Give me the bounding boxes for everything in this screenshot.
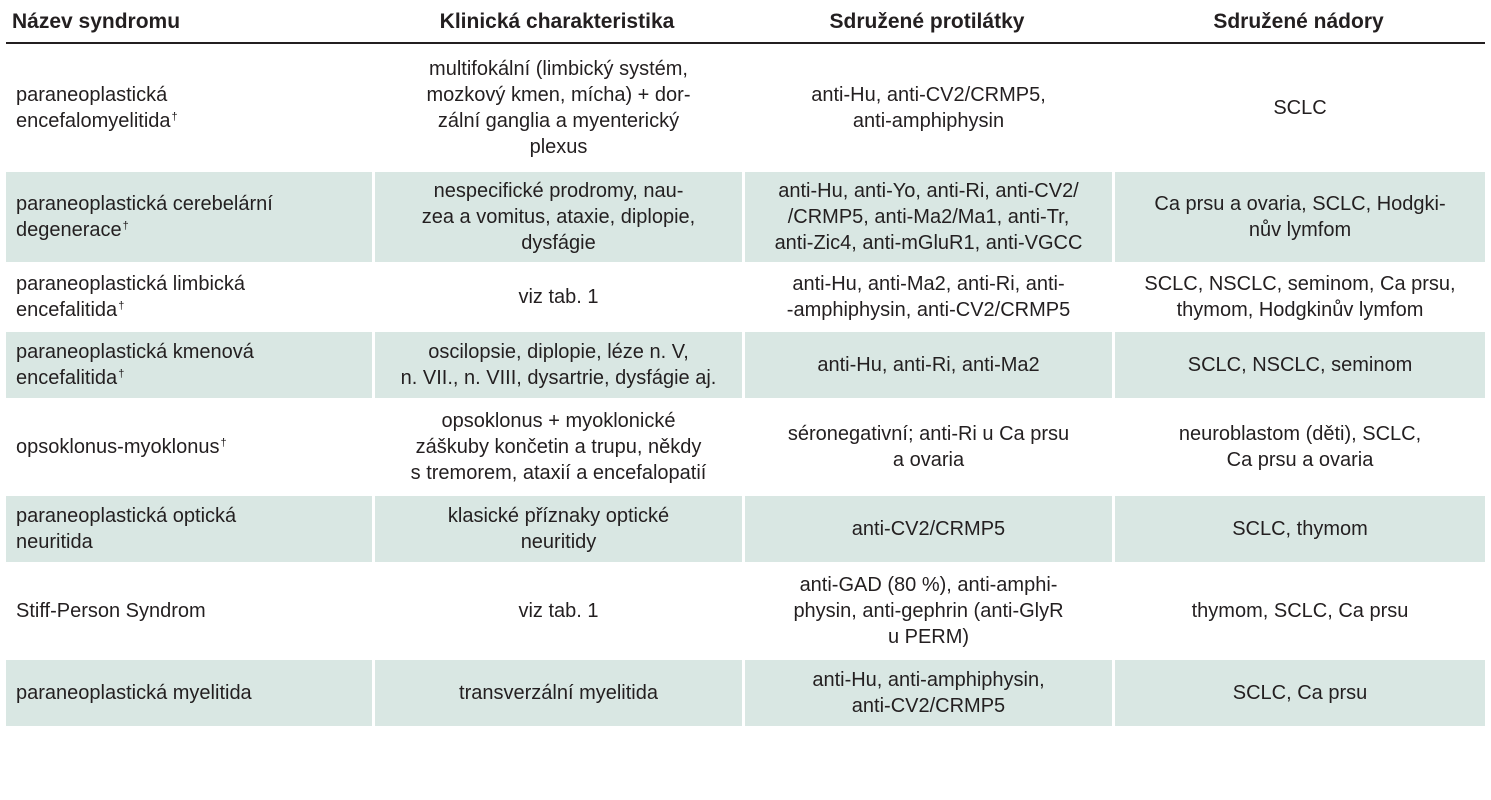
syndrome-table: [6, 0, 1485, 728]
cell-syndrome-name: [6, 660, 372, 726]
cell-text-line: viz tab. 1: [518, 286, 599, 308]
cell-text-line: plexus: [529, 136, 588, 158]
cell-text-line: anti-GAD (80 %), anti-amphi-: [799, 574, 1058, 596]
cell-text-line: zální ganglia a myenterický: [437, 110, 680, 132]
cell-text-line: klasické příznaky optické: [447, 505, 670, 527]
cell-text-line: anti-Hu, anti-Ma2, anti-Ri, anti-: [792, 273, 1065, 295]
cell-text-line: -amphiphysin, anti-CV2/CRMP5: [786, 299, 1071, 321]
cell-text-line: paraneoplastická kmenová: [16, 341, 254, 363]
cell-text-line: thymom, SCLC, Ca prsu: [1191, 600, 1409, 622]
cell-text-line: anti-CV2/CRMP5: [851, 518, 1006, 540]
dagger-mark: †: [122, 220, 129, 232]
cell-text-line: neuritida: [16, 531, 93, 553]
cell-tumors: [1112, 400, 1485, 494]
cell-text-line: mozkový kmen, mícha) + dor-: [426, 84, 691, 106]
cell-antibodies: [742, 400, 1112, 494]
cell-clinical: [372, 660, 742, 726]
table-row: [6, 564, 1485, 658]
cell-clinical: [372, 564, 742, 658]
cell-text-line: anti-Hu, anti-amphiphysin,: [812, 669, 1045, 691]
cell-tumors: [1112, 332, 1485, 398]
cell-text-line: degenerace†: [16, 219, 129, 241]
cell-text-line: neuroblastom (děti), SCLC,: [1178, 423, 1422, 445]
cell-antibodies: [742, 496, 1112, 562]
cell-text-line: thymom, Hodgkinův lymfom: [1176, 299, 1424, 321]
cell-text-line: záškuby končetin a trupu, někdy: [415, 436, 702, 458]
cell-text-line: encefalomyelitida†: [16, 110, 178, 132]
cell-text-line: multifokální (limbický systém,: [429, 58, 688, 80]
cell-syndrome-name: [6, 564, 372, 658]
cell-text-line: opsoklonus-myoklonus†: [16, 436, 227, 458]
cell-clinical: [372, 332, 742, 398]
cell-text-line: SCLC, NSCLC, seminom, Ca prsu,: [1144, 273, 1456, 295]
cell-antibodies: [742, 660, 1112, 726]
cell-text-line: séronegativní; anti-Ri u Ca prsu: [787, 423, 1070, 445]
cell-text-line: dysfágie: [521, 232, 596, 254]
header-clinical: Klinická charakteristika: [372, 2, 742, 44]
cell-text-line: zea a vomitus, ataxie, diplopie,: [421, 206, 696, 228]
cell-text-line: viz tab. 1: [518, 600, 599, 622]
dagger-mark: †: [220, 437, 227, 449]
cell-text-line: anti-Hu, anti-CV2/CRMP5,: [811, 84, 1046, 106]
cell-text-line: encefalitida†: [16, 299, 125, 321]
cell-text-line: paraneoplastická cerebelární: [16, 193, 273, 215]
cell-tumors: [1112, 172, 1485, 262]
cell-syndrome-name: [6, 400, 372, 494]
cell-antibodies: [742, 564, 1112, 658]
cell-syndrome-name: [6, 332, 372, 398]
cell-syndrome-name: [6, 264, 372, 330]
cell-text-line: paraneoplastická limbická: [16, 273, 246, 295]
cell-antibodies: [742, 332, 1112, 398]
cell-tumors: [1112, 264, 1485, 330]
cell-text-line: anti-Hu, anti-Yo, anti-Ri, anti-CV2/: [778, 180, 1079, 202]
cell-tumors: [1112, 660, 1485, 726]
cell-tumors: [1112, 564, 1485, 658]
table-row: [6, 332, 1485, 398]
cell-text-line: paraneoplastická optická: [16, 505, 237, 527]
cell-text-line: physin, anti-gephrin (anti-GlyR: [793, 600, 1064, 622]
cell-text-line: n. VII., n. VIII, dysartrie, dysfágie aj.: [400, 367, 717, 389]
table-body: [6, 46, 1485, 726]
cell-clinical: [372, 172, 742, 262]
table-row: [6, 46, 1485, 170]
cell-text-line: anti-amphiphysin: [852, 110, 1005, 132]
cell-text-line: u PERM): [887, 626, 970, 648]
header-tumors: Sdružené nádory: [1112, 2, 1485, 44]
cell-text-line: a ovaria: [892, 449, 965, 471]
table-row: [6, 172, 1485, 262]
cell-text-line: neuritidy: [520, 531, 597, 553]
cell-tumors: [1112, 46, 1485, 170]
cell-text-line: anti-Hu, anti-Ri, anti-Ma2: [817, 354, 1040, 376]
dagger-mark: †: [118, 300, 125, 312]
cell-text-line: SCLC, NSCLC, seminom: [1187, 354, 1413, 376]
cell-clinical: [372, 46, 742, 170]
cell-tumors: [1112, 496, 1485, 562]
table-row: [6, 660, 1485, 726]
cell-text-line: s tremorem, ataxií a encefalopatií: [410, 462, 707, 484]
cell-text-line: opsoklonus + myoklonické: [441, 410, 676, 432]
cell-text-line: transverzální myelitida: [459, 682, 658, 704]
header-antibodies: Sdružené protilátky: [742, 2, 1112, 44]
cell-text-line: paraneoplastická myelitida: [16, 682, 252, 704]
cell-antibodies: [742, 264, 1112, 330]
cell-syndrome-name: [6, 46, 372, 170]
cell-text-line: Stiff-Person Syndrom: [16, 600, 206, 622]
cell-text-line: nespecifické prodromy, nau-: [433, 180, 684, 202]
cell-syndrome-name: [6, 496, 372, 562]
cell-antibodies: [742, 46, 1112, 170]
cell-text-line: SCLC: [1273, 97, 1327, 119]
header-syndrome-name: Název syndromu: [6, 2, 372, 44]
cell-syndrome-name: [6, 172, 372, 262]
cell-text-line: Ca prsu a ovaria: [1226, 449, 1374, 471]
cell-antibodies: [742, 172, 1112, 262]
cell-text-line: SCLC, Ca prsu: [1232, 682, 1368, 704]
cell-text-line: SCLC, thymom: [1232, 518, 1368, 540]
cell-text-line: nův lymfom: [1248, 219, 1352, 241]
cell-text-line: oscilopsie, diplopie, léze n. V,: [428, 341, 689, 363]
cell-clinical: [372, 264, 742, 330]
header-row: [6, 2, 1485, 44]
cell-text-line: encefalitida†: [16, 367, 125, 389]
dagger-mark: †: [171, 111, 178, 123]
cell-text-line: paraneoplastická: [16, 84, 168, 106]
dagger-mark: †: [118, 368, 125, 380]
cell-clinical: [372, 496, 742, 562]
cell-text-line: /CRMP5, anti-Ma2/Ma1, anti-Tr,: [787, 206, 1070, 228]
cell-text-line: anti-Zic4, anti-mGluR1, anti-VGCC: [774, 232, 1083, 254]
table-row: [6, 496, 1485, 562]
cell-clinical: [372, 400, 742, 494]
cell-text-line: anti-CV2/CRMP5: [851, 695, 1006, 717]
table-row: [6, 264, 1485, 330]
cell-text-line: Ca prsu a ovaria, SCLC, Hodgki-: [1154, 193, 1446, 215]
table-row: [6, 400, 1485, 494]
